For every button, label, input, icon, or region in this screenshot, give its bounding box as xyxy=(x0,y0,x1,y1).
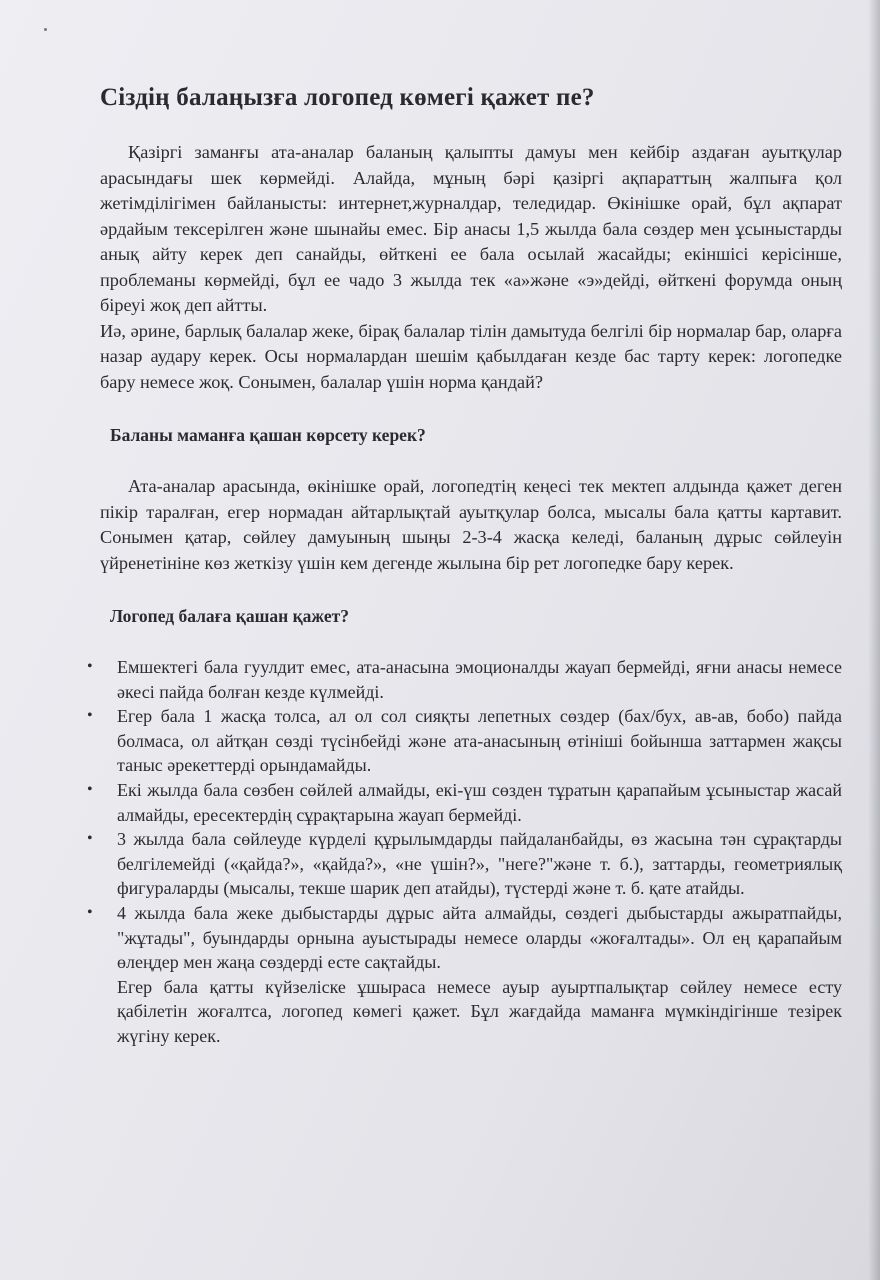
intro-paragraph-2: Иә, әрине, барлық балалар жеке, бірақ балалар тілін дамытуда белгілі бір нормалар бар, оларға назар аудару керек. Осы нормалардан шешім қабылдаған кезде бас тарту керек: логопедке бару немесе жоқ. Сонымен, балалар үшін норма қандай? xyxy=(100,320,842,392)
list-item xyxy=(87,704,842,778)
list-item-text: Егер бала 1 жасқа толса, ал ол сол сияқты лепетных сөздер (бах/бух, ав-ав, бобо) пайда болмаса, ол айтқан сөзді түсінбейді және ата-анасының өтініші бойынша заттармен жақсы таныс әрекеттерді орындамайды. xyxy=(117,706,842,776)
page-speck xyxy=(44,28,47,31)
bullet-icon: • xyxy=(87,903,93,921)
page-title: Сіздің балаңызға логопед көмегі қажет пе? xyxy=(100,84,595,111)
list-item-text: Емшектегі бала гуулдит емес, ата-анасына эмоционалды жауап бермейді, яғни анасы немесе әкесі пайда болған кезде күлмейді. xyxy=(117,657,842,702)
list-item-text: 3 жылда бала сөйлеуде күрделі құрылымдарды пайдаланбайды, өз жасына тән сұрақтарды белгілемейді («қайда?», «қайда?», «не үшін?», "неге?"және т. б.), заттарды, геометриялық фигураларды (мысалы, текше шарик деп атайды), түстерді және т. б. қате атайды. xyxy=(117,829,842,899)
page-edge-shadow xyxy=(868,0,880,1280)
closing-paragraph: Егер бала қатты күйзеліске ұшыраса немесе ауыр ауыртпалықтар сөйлеу немесе есту қабілетін жоғалтса, логопед көмегі қажет. Бұл жағдайда маманға мүмкіндігінше тезірек жүгіну керек. xyxy=(117,976,842,1046)
list-item xyxy=(87,778,842,827)
list-item xyxy=(87,827,842,901)
list-item-text: Екі жылда бала сөзбен сөйлей алмайды, екі-үш сөзден тұратын қарапайым ұсыныстар жасай алмайды, ересектердің сұрақтарына жауап бермейді. xyxy=(117,779,842,825)
section-heading-when-to-show: Баланы маманға қашан көрсету керек? xyxy=(110,425,426,445)
document-body xyxy=(87,84,842,1049)
intro-paragraph-1: Қазіргі заманғы ата-аналар баланың қалыпты дамуы мен кейбір аздаған ауытқулар арасындағы шек көрмейді. Алайда, мұның бәрі қазіргі ақпараттың жалпыға қол жетімділігімен байланысты: интернет,журналдар, теледидар. Өкінішке орай, бұл ақпарат әрдайым тексерілген және шынайы емес. Бір анасы 1,5 жылда бала сөздер мен ұсыныстарды анық айту керек деп санайды, өйткені ее бала осылай жасайды; екіншісі керісінше, проблеманы көрмейді, бұл ее чадо 3 жылда тек «а»және «э»дейді, өйткені форумда оның біреуі жоқ деп айтты. xyxy=(100,142,842,315)
bullet-icon: • xyxy=(87,707,93,725)
list-item xyxy=(87,655,842,704)
section-paragraph-when-to-show: Ата-аналар арасында, өкінішке орай, логопедтің кеңесі тек мектеп алдында қажет деген пікір таралған, егер нормадан айтарлықтай ауытқулар болса, мысалы бала қатты картавит. Сонымен қатар, сөйлеу дамуының шыңы 2-3-4 жасқа келеді, баланың дұрыс сөйлеуін үйренетініне көз жеткізу үшін кем дегенде жылына бір рет логопедке бару керек. xyxy=(100,476,842,573)
section-heading-when-needed: Логопед балаға қашан қажет? xyxy=(110,606,349,626)
signs-list xyxy=(87,655,842,975)
bullet-icon: • xyxy=(87,658,93,675)
list-item-text: 4 жылда бала жеке дыбыстарды дұрыс айта алмайды, сөздегі дыбыстарды ажыратпайды, "жұтады", буындарды орнына ауыстырады немесе оларды «жоғалтады». Ол ең қарапайым өлеңдер мен жаңа сөздерді есте сақтайды. xyxy=(117,902,842,973)
bullet-icon: • xyxy=(87,780,93,798)
bullet-icon: • xyxy=(87,830,93,848)
list-item xyxy=(87,901,842,975)
